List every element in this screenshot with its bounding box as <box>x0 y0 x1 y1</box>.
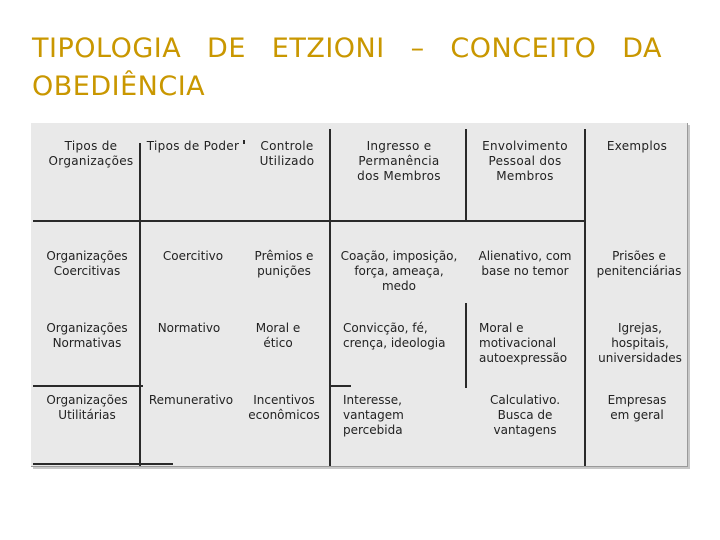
typology-table <box>31 123 688 467</box>
table-cell: Organizações Utilitárias <box>46 393 128 422</box>
title-word: DE <box>207 33 246 64</box>
title-word: DA <box>622 33 662 64</box>
title-word: ETZIONI <box>271 33 385 64</box>
table-cell: Normativo <box>157 321 221 335</box>
column-divider <box>584 129 586 466</box>
table-cell: Organizações Normativas <box>46 321 128 350</box>
row-divider <box>33 220 585 222</box>
table-cell: Prisões e penitenciárias <box>596 249 682 278</box>
table-cell: Moral e motivacional autoexpressão <box>479 321 568 365</box>
header-tipos-poder: Tipos de Poder <box>146 139 240 153</box>
title-word: TIPOLOGIA <box>32 33 182 64</box>
slide-title <box>32 30 662 106</box>
table-cell: Coação, imposição, força, ameaça, medo <box>340 249 458 293</box>
header-tipos-organizacoes: Tipos de Organizações <box>48 139 134 168</box>
table-cell: Organizações Coercitivas <box>46 249 128 278</box>
row-divider <box>33 463 173 465</box>
title-line-1 <box>32 30 662 68</box>
title-line-2: OBEDIÊNCIA <box>32 71 206 102</box>
table-cell: Prêmios e punições <box>254 249 314 278</box>
row-divider <box>331 385 351 387</box>
header-exemplos: Exemplos <box>606 139 668 153</box>
table-cell: Convicção, fé, crença, ideologia <box>343 321 446 350</box>
table-cell: Incentivos econômicos <box>248 393 320 422</box>
table-cell: Remunerativo <box>148 393 234 407</box>
table-cell: Coercitivo <box>162 249 224 263</box>
table-cell: Calculativo. Busca de vantagens <box>489 393 561 437</box>
header-envolvimento: Envolvimento Pessoal dos Membros <box>482 139 568 183</box>
table-cell: Alienativo, com base no temor <box>478 249 572 278</box>
row-divider <box>33 385 143 387</box>
title-word: CONCEITO <box>450 33 597 64</box>
table-cell: Empresas em geral <box>607 393 667 422</box>
table-cell: Igrejas, hospitais, universidades <box>598 321 682 365</box>
header-controle: Controle Utilizado <box>259 139 315 168</box>
column-divider <box>139 143 141 466</box>
header-ingresso: Ingresso e Permanência dos Membros <box>357 139 441 183</box>
table-cell: Moral e ético <box>255 321 301 350</box>
table-cell: Interesse, vantagem percebida <box>343 393 404 437</box>
title-word: – <box>410 33 425 64</box>
